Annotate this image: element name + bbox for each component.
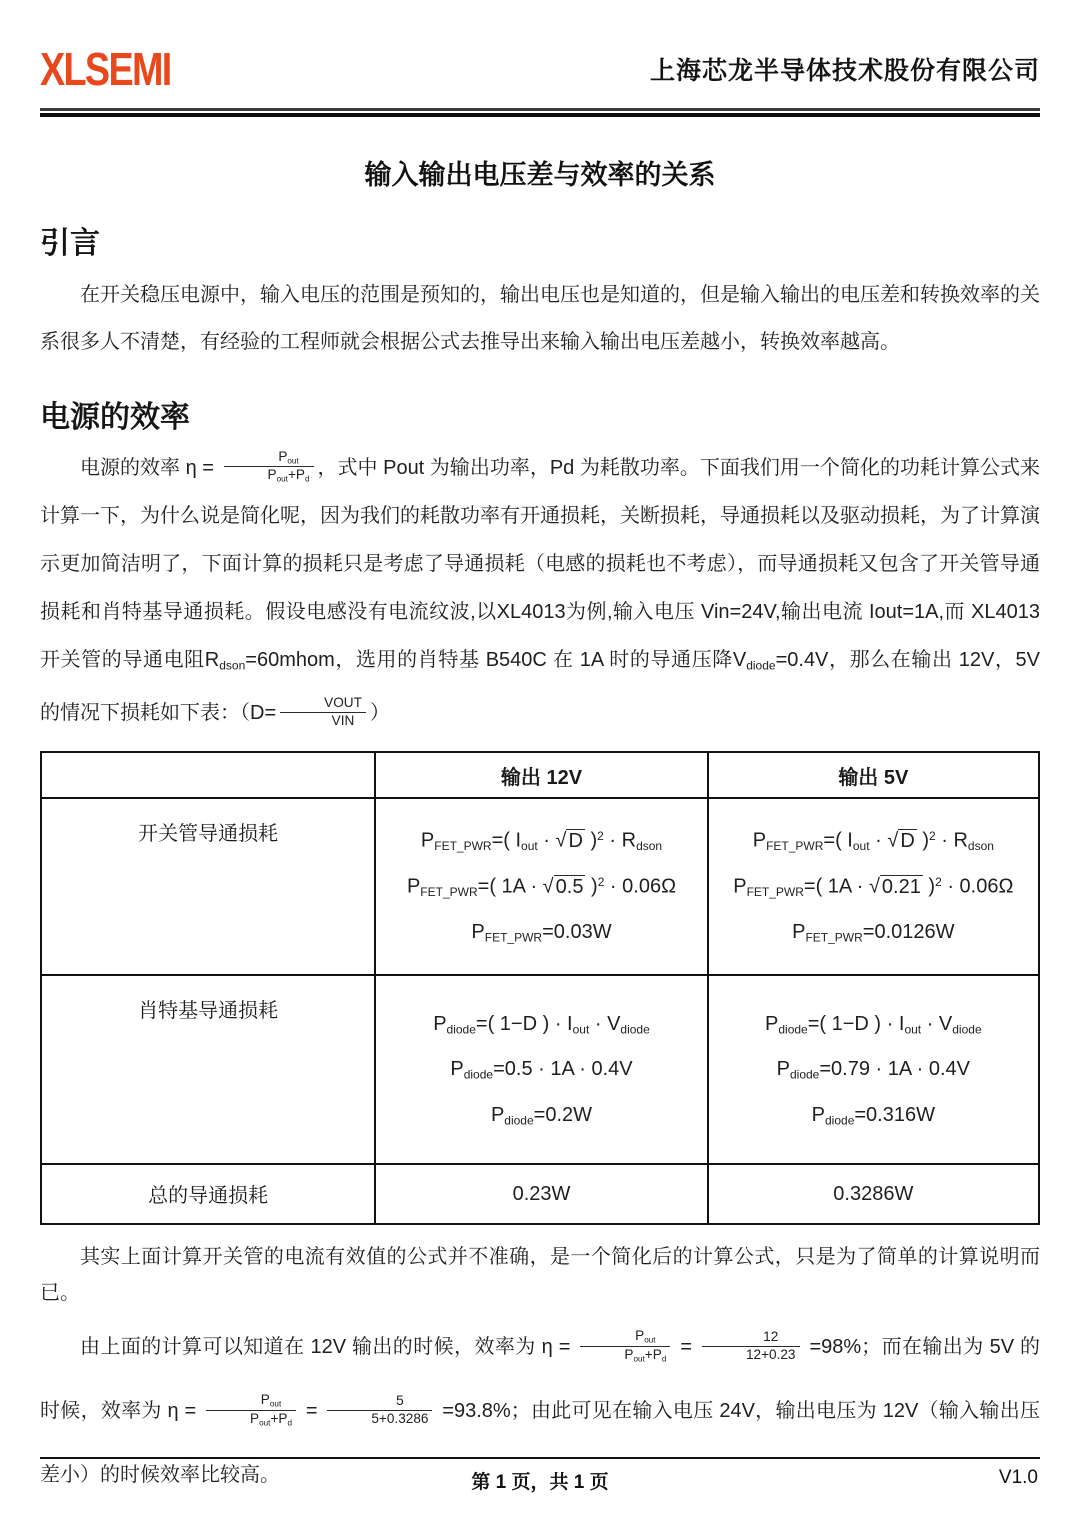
footer bbox=[40, 1457, 1040, 1493]
loss-table-corner-cell bbox=[41, 752, 375, 798]
loss-table bbox=[40, 751, 1040, 1225]
note-paragraph-1: 其实上面计算开关管的电流有效值的公式并不准确，是一个简化后的计算公式，只是为了简单的计算说明而已。 bbox=[40, 1246, 1040, 1305]
footer-row bbox=[40, 1467, 1040, 1493]
total-loss-5v-value: 0.3286W bbox=[833, 1182, 914, 1205]
header-rule-thin bbox=[40, 108, 1040, 111]
formula-line: $P_{FET\_PWR}=$( $I_{out}$ · √ D )$^2 \cdot R_{dson}$ bbox=[420, 829, 663, 854]
formula-line: $P_{diode}=0.2W$ bbox=[490, 1103, 593, 1127]
footer-rule bbox=[40, 1457, 1040, 1459]
table-row-total-loss bbox=[41, 1164, 1039, 1224]
total-loss-12v-value: 0.23W bbox=[512, 1182, 571, 1205]
page-indicator: 第 1 页，共 1 页 bbox=[471, 1472, 609, 1493]
header bbox=[40, 0, 1040, 95]
table-row-diode-loss bbox=[41, 975, 1039, 1164]
diode-loss-5v-cell bbox=[708, 975, 1039, 1164]
company-name: 上海芯龙半导体技术股份有限公司 bbox=[649, 57, 1040, 85]
formula-line: $P_{diode}=0.316W$ bbox=[811, 1103, 935, 1127]
version-label: V1.0 bbox=[998, 1467, 1038, 1488]
efficiency-paragraph: 电源的效率 η = $\frac{P_{out}}{P_{out}+P_d}$ ，式中 Pout 为输出功率，Pd 为耗散功率。下面我们用一个简化的功耗计算公式来计算一下，为什么说是简化呢，因为我们的耗散功率有开通损耗，关断损耗，导通损耗以及驱动损耗，为了计算演示更加简洁明了，下面计算的损耗只是考虑了导通损耗（电感的损耗也不考虑），而导通损耗又包含了开关管导通损耗和肖特基导通损耗。假设电感没有电流纹波,以XL4013为例,输入电压 Vin=24V,输出电流 Iout=1A,而 XL4013 开关管的导通电阻$R_{dson}=60mhom$，选用的肖特基 B540C 在 1A 时的导通压降$V_{diode}=0.4V$，那么在输出 12V，5V 的情况下损耗如下表：（D= $\frac{\text{VOUT}}{\text{VIN}}$ ） bbox=[40, 448, 1040, 728]
xlsemi-logo: XLSEMI bbox=[40, 43, 171, 95]
section-heading-efficiency: 电源的效率 bbox=[40, 401, 190, 434]
loss-table-col-12v: 输出 12V bbox=[375, 752, 707, 798]
section-heading-intro: 引言 bbox=[40, 227, 100, 260]
formula-line: $P_{diode}=$( 1−D ) · $I_{out} \cdot V_{diode}$ bbox=[433, 1012, 650, 1037]
formula-line: $P_{diode}=0.79 \cdot 1A \cdot 0.4V$ bbox=[776, 1058, 971, 1082]
note-paragraph-2: 由上面的计算可以知道在 12V 输出的时候，效率为 η = $\frac{P_{out}}{P_{out}+P_d}$ = $\frac{12}{12+0.23}$ =98%；而在输出为 5V 的时候，效率为 η = $\frac{P_{out}}{P_{out}+P_d}$ = $\frac{5}{5+0.3286}$ =93.8%；由此可见在输入电压 24V，输出电压为 12V（输入输出压差小）的时候效率比较高。 bbox=[40, 1328, 1041, 1487]
fet-loss-12v-cell bbox=[375, 798, 707, 975]
row-label-fet-loss: 开关管导通损耗 bbox=[41, 798, 375, 975]
total-loss-5v-cell bbox=[708, 1164, 1039, 1224]
loss-table-header-row bbox=[41, 752, 1039, 798]
formula-line: $P_{diode}=$( 1−D ) · $I_{out} \cdot V_{diode}$ bbox=[765, 1012, 982, 1037]
formula-line: $P_{FET\_PWR}=0.0126W$ bbox=[792, 921, 955, 945]
diode-loss-12v-cell bbox=[375, 975, 707, 1164]
row-label-total-loss: 总的导通损耗 bbox=[41, 1164, 375, 1224]
header-rule-thick bbox=[40, 113, 1040, 117]
intro-paragraph: 在开关稳压电源中，输入电压的范围是预知的，输出电压也是知道的，但是输入输出的电压差和转换效率的关系很多人不清楚，有经验的工程师就会根据公式去推导出来输入输出电压差越小，转换效率越高。 bbox=[40, 284, 1040, 353]
fet-loss-5v-cell bbox=[708, 798, 1039, 975]
loss-table-col-5v: 输出 5V bbox=[708, 752, 1039, 798]
formula-line: $P_{diode}=0.5 \cdot 1A \cdot 0.4V$ bbox=[450, 1058, 633, 1082]
page-title: 输入输出电压差与效率的关系 bbox=[364, 160, 716, 190]
formula-line: $P_{FET\_PWR}=$( 1A · √ 0.5 )$^2$ · 0.06Ω bbox=[406, 875, 677, 900]
formula-line: $P_{FET\_PWR}=0.03W$ bbox=[471, 921, 612, 945]
total-loss-12v-cell bbox=[375, 1164, 707, 1224]
formula-line: $P_{FET\_PWR}=$( $I_{out}$ · √ D )$^2 \cdot R_{dson}$ bbox=[752, 829, 994, 854]
header-rule bbox=[40, 108, 1040, 117]
formula-line: $P_{FET\_PWR}=$( 1A · √ 0.21 )$^2$ · 0.06Ω bbox=[733, 875, 1014, 900]
table-row-fet-loss bbox=[41, 798, 1039, 975]
row-label-diode-loss: 肖特基导通损耗 bbox=[41, 975, 375, 1164]
